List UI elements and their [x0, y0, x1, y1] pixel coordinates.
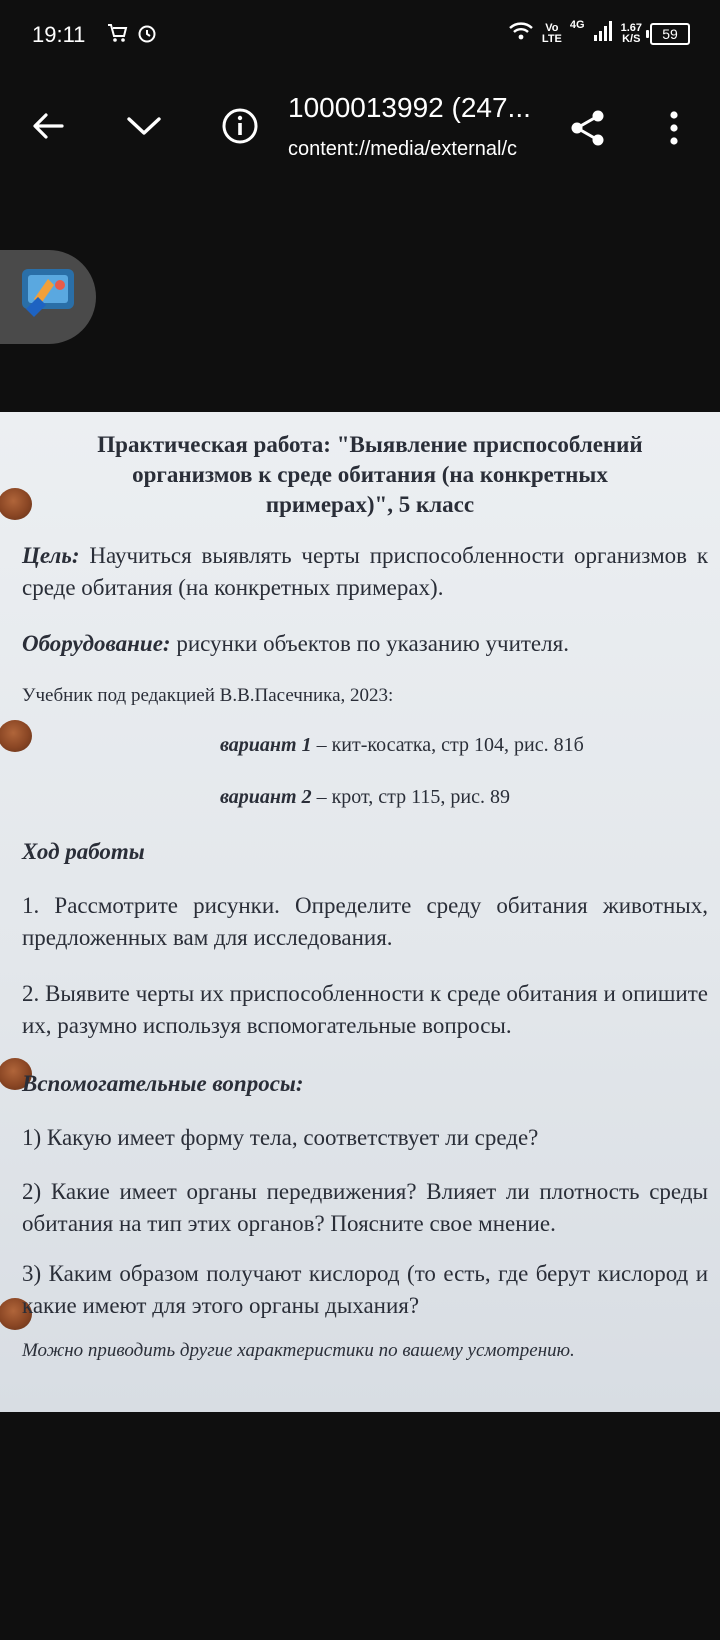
collapse-button[interactable]: [118, 102, 170, 154]
document-title: Практическая работа: "Выявление приспособлений организмов к среде обитания (на конкретных примерах)", 5 класс: [97, 432, 643, 517]
step-1: 1. Рассмотрите рисунки. Определите среду обитания животных, предложенных вам для исследования.: [22, 893, 708, 950]
document-image: [0, 412, 720, 1412]
signal-icon: [593, 20, 613, 47]
question-3: 3) Каким образом получают кислород (то есть, где берут кислород и какие имеют для этого органы дыхания?: [22, 1261, 708, 1318]
screenshot-tool-icon: [16, 263, 80, 332]
equipment-paragraph: Оборудование: рисунки объектов по указанию учителя.: [22, 631, 569, 656]
floating-screenshot-button[interactable]: [0, 250, 96, 344]
alarm-icon: [136, 22, 158, 49]
chevron-down-icon: [125, 108, 163, 149]
info-icon: [221, 107, 259, 150]
network-type: 4G: [569, 19, 585, 31]
more-vert-icon: [668, 110, 680, 151]
aux-questions-heading: Вспомогательные вопросы:: [22, 1071, 304, 1096]
question-2: 2) Какие имеет органы передвижения? Влияет ли плотность среды обитания на тип этих органов? Поясните свое мнение.: [22, 1179, 708, 1236]
more-options-button[interactable]: [648, 104, 700, 156]
status-time: 19:11: [32, 22, 86, 47]
cart-icon: [106, 22, 128, 49]
procedure-heading: Ход работы: [22, 839, 145, 864]
wifi-icon: [508, 20, 534, 47]
battery-indicator: 59: [650, 23, 690, 45]
share-button[interactable]: [562, 104, 614, 156]
file-title-block: [288, 92, 538, 161]
network-speed: 1.67 K/S: [620, 21, 642, 45]
viewer-background: [0, 1412, 720, 1640]
footnote: Можно приводить другие характеристики по вашему усмотрению.: [22, 1340, 575, 1361]
variant-1: вариант 1 – кит-косатка, стр 104, рис. 81б: [220, 734, 584, 756]
file-title: 1000013992 (247...: [288, 92, 531, 123]
share-icon: [568, 108, 608, 153]
goal-paragraph: Цель: Научиться выявлять черты приспособленности организмов к среде обитания (на конкретных примерах).: [22, 543, 708, 600]
binder-hole: [0, 488, 32, 520]
variant-2: вариант 2 – крот, стр 115, рис. 89: [220, 786, 510, 808]
step-2: 2. Выявите черты их приспособленности к среде обитания и опишите их, разумно используя вспомогательные вопросы.: [22, 981, 708, 1038]
back-button[interactable]: [22, 102, 74, 154]
status-bar: [0, 0, 720, 72]
volte-indicator: Vo LTE: [541, 21, 562, 45]
binder-hole: [0, 720, 32, 752]
back-arrow-icon: [30, 108, 66, 149]
info-button[interactable]: [214, 102, 266, 154]
textbook-line: Учебник под редакцией В.В.Пасечника, 2023:: [22, 685, 394, 706]
file-uri: content://media/external/c: [288, 138, 518, 160]
question-1: 1) Какую имеет форму тела, соответствует ли среде?: [22, 1125, 539, 1150]
